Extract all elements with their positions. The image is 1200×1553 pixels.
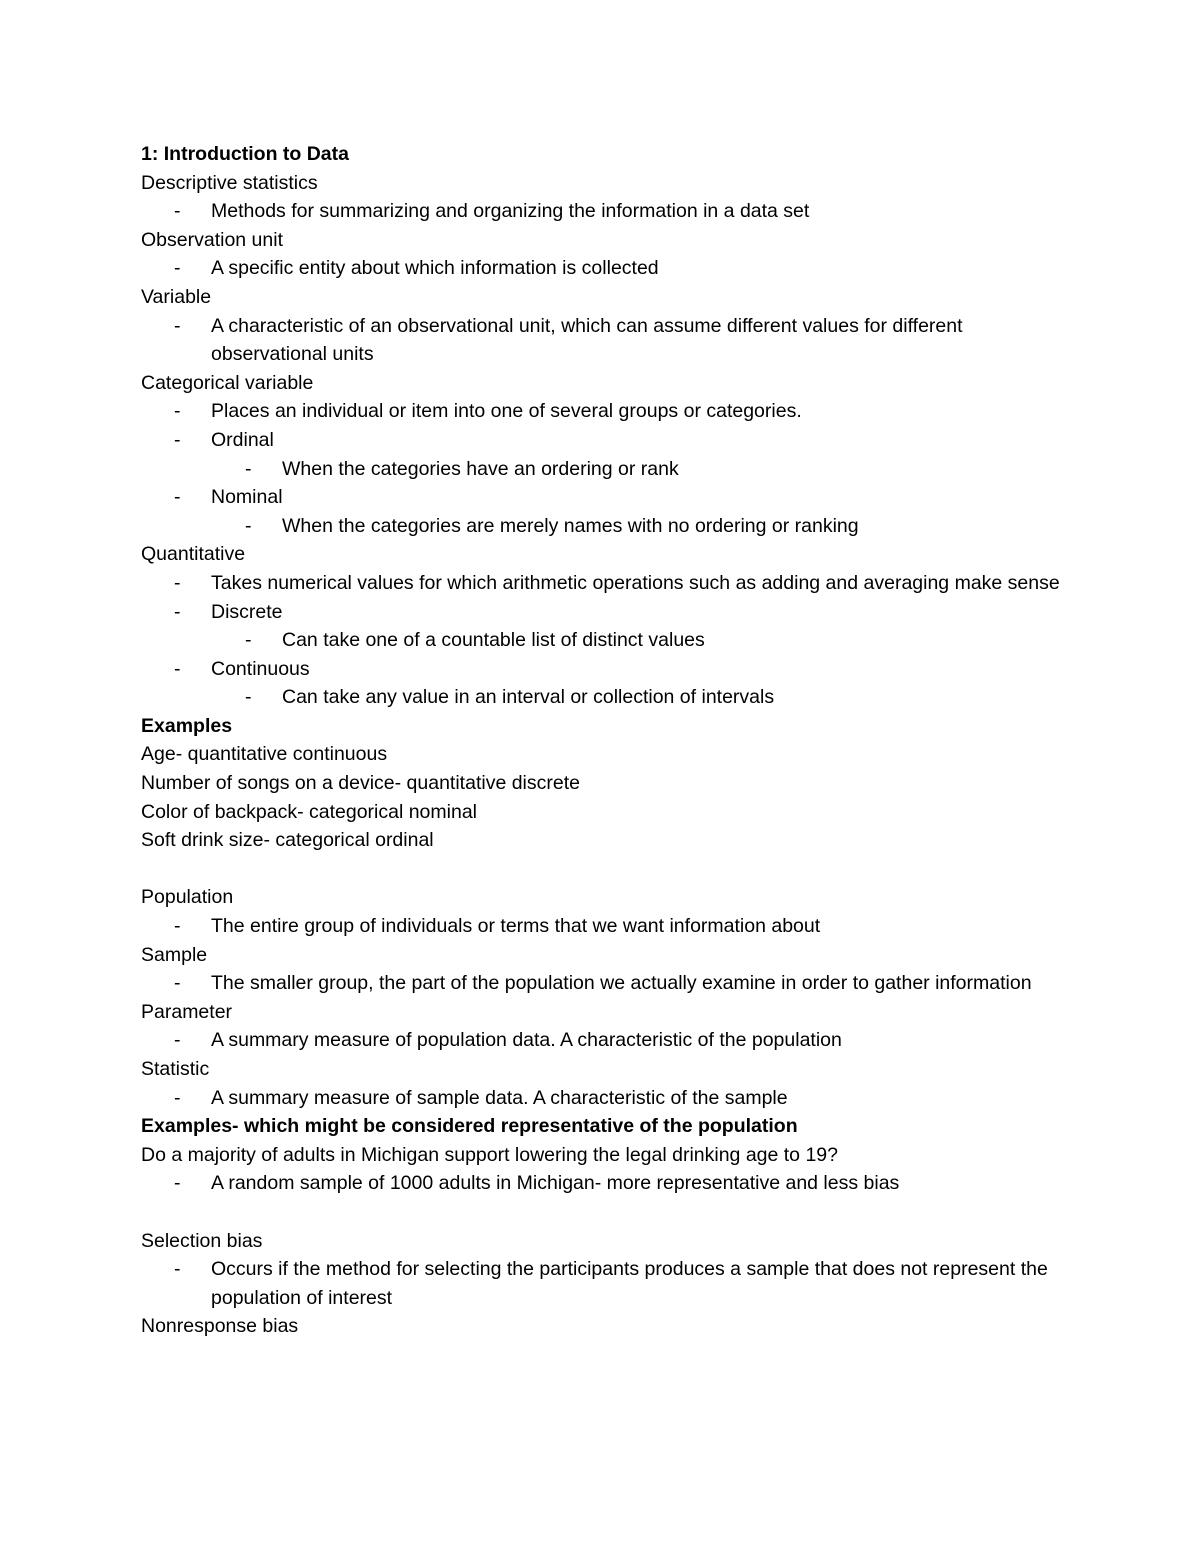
subtype-definition — [141, 626, 1061, 655]
example-line: Number of songs on a device- quantitative discrete — [141, 772, 580, 795]
bullet-dash: - — [245, 629, 252, 652]
blank-line — [141, 1198, 1061, 1227]
bullet-dash: - — [245, 686, 252, 709]
example-line: Color of backpack- categorical nominal — [141, 800, 477, 823]
definition-item — [141, 1026, 1061, 1055]
bullet-dash: - — [174, 1258, 181, 1281]
definition-text: Methods for summarizing and organizing the information in a data set — [211, 200, 810, 223]
example-line: Soft drink size- categorical ordinal — [141, 829, 434, 852]
answer-item — [141, 1169, 1061, 1198]
bullet-dash: - — [174, 428, 181, 451]
bullet-dash: - — [245, 457, 252, 480]
definition-text: Places an individual or item into one of several groups or categories. — [211, 400, 802, 423]
definition-text: A specific entity about which information is collected — [211, 257, 659, 280]
subtype-item-ordinal — [141, 426, 1061, 455]
definition-item — [141, 397, 1061, 426]
definition-item — [141, 1084, 1061, 1113]
answer-text: A random sample of 1000 adults in Michigan- more representative and less bias — [211, 1172, 900, 1195]
definition-item — [141, 254, 1061, 283]
example-line: Age- quantitative continuous — [141, 743, 388, 766]
term-quantitative: Quantitative — [141, 543, 246, 566]
document-page — [141, 140, 1061, 1341]
bullet-dash: - — [174, 600, 181, 623]
bullet-dash: - — [174, 257, 181, 280]
definition-item — [141, 912, 1061, 941]
bullet-dash: - — [174, 657, 181, 680]
subtype-item-continuous — [141, 655, 1061, 684]
term-descriptive-statistics: Descriptive statistics — [141, 171, 318, 194]
term-variable: Variable — [141, 285, 212, 308]
definition-text: A summary measure of sample data. A characteristic of the sample — [211, 1086, 788, 1109]
term-selection-bias: Selection bias — [141, 1229, 263, 1252]
subtype-definition-text: When the categories have an ordering or rank — [282, 457, 679, 480]
subtype-label: Continuous — [211, 657, 310, 680]
bullet-dash: - — [174, 1029, 181, 1052]
bullet-dash: - — [245, 514, 252, 537]
subtype-item-nominal — [141, 483, 1061, 512]
bullet-dash: - — [174, 571, 181, 594]
subtype-definition-text: Can take one of a countable list of distinct values — [282, 629, 705, 652]
definition-text: The smaller group, the part of the population we actually examine in order to gather information — [211, 972, 1032, 995]
subtype-definition — [141, 683, 1061, 712]
definition-text: The entire group of individuals or terms that we want information about — [211, 915, 821, 938]
subtype-definition-text: When the categories are merely names with no ordering or ranking — [282, 514, 859, 537]
blank-line — [141, 855, 1061, 884]
bullet-dash: - — [174, 1086, 181, 1109]
bullet-dash: - — [174, 400, 181, 423]
definition-text: A summary measure of population data. A characteristic of the population — [211, 1029, 842, 1052]
definition-item — [141, 569, 1061, 598]
definition-text: A characteristic of an observational unit, which can assume different values for different observational units — [211, 314, 963, 366]
definition-text: Takes numerical values for which arithmetic operations such as adding and averaging make sense — [211, 571, 1060, 594]
definition-item — [141, 312, 1061, 369]
bullet-dash: - — [174, 314, 181, 337]
term-observation-unit: Observation unit — [141, 228, 283, 251]
bullet-dash: - — [174, 1172, 181, 1195]
subtype-definition — [141, 455, 1061, 484]
example-question: Do a majority of adults in Michigan support lowering the legal drinking age to 19? — [141, 1143, 838, 1166]
term-parameter: Parameter — [141, 1000, 233, 1023]
bullet-dash: - — [174, 200, 181, 223]
term-nonresponse-bias: Nonresponse bias — [141, 1315, 299, 1338]
examples-heading: Examples — [141, 714, 233, 737]
subtype-label: Discrete — [211, 600, 283, 623]
bullet-dash: - — [174, 915, 181, 938]
definition-item — [141, 1255, 1061, 1312]
definition-item — [141, 197, 1061, 226]
examples-representative-heading: Examples- which might be considered representative of the population — [141, 1115, 798, 1138]
document-title: 1: Introduction to Data — [141, 143, 349, 165]
subtype-label: Ordinal — [211, 428, 274, 451]
subtype-label: Nominal — [211, 486, 283, 509]
bullet-dash: - — [174, 486, 181, 509]
definition-item — [141, 969, 1061, 998]
subtype-item-discrete — [141, 598, 1061, 627]
term-statistic: Statistic — [141, 1058, 210, 1080]
bullet-dash: - — [174, 972, 181, 995]
subtype-definition — [141, 512, 1061, 541]
term-sample: Sample — [141, 943, 208, 966]
term-population: Population — [141, 886, 234, 909]
definition-text: Occurs if the method for selecting the participants produces a sample that does not represent the population of interest — [211, 1258, 1048, 1309]
subtype-definition-text: Can take any value in an interval or collection of intervals — [282, 686, 775, 709]
term-categorical-variable: Categorical variable — [141, 371, 314, 394]
